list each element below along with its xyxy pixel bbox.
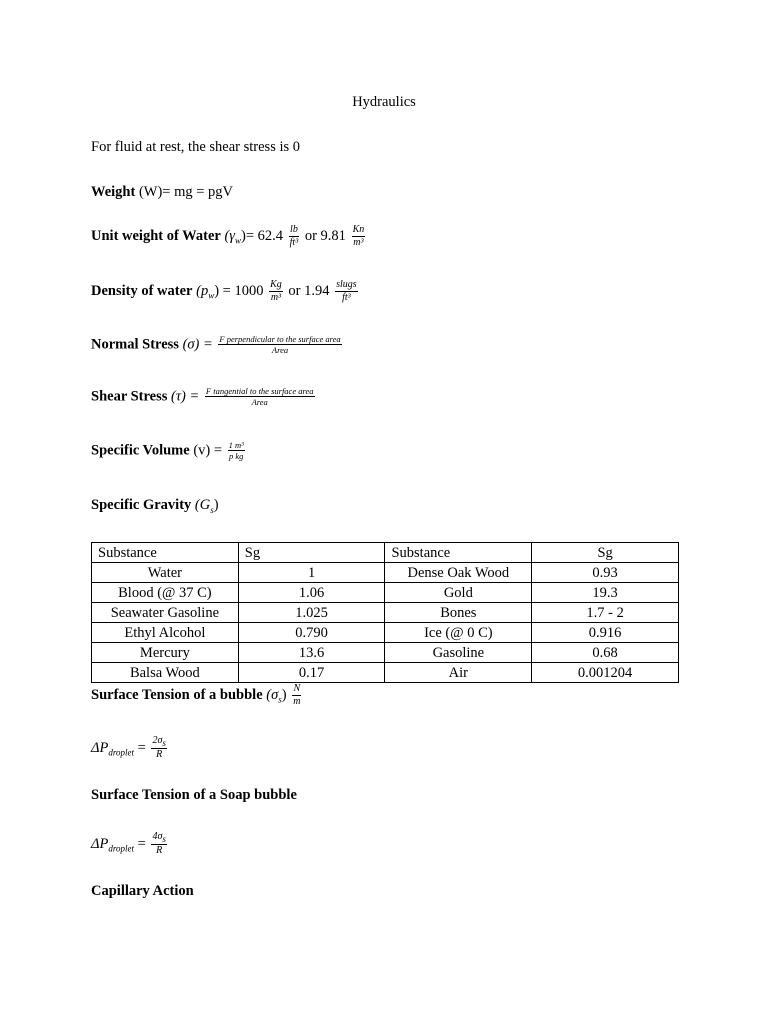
frac-num: slugs (336, 279, 357, 290)
header-substance-1: Substance (92, 543, 239, 563)
frac-den: p kg (228, 450, 244, 461)
delta-p-fraction-2 (151, 832, 166, 857)
header-sg-2: Sg (532, 543, 679, 563)
density-label: Density of water (91, 282, 193, 299)
specific-volume-label: Specific Volume (91, 442, 190, 459)
delta-p-fraction-1 (151, 736, 166, 761)
capillary-action-label: Capillary Action (91, 883, 194, 899)
table-row (92, 663, 679, 683)
table-cell: 0.93 (532, 563, 679, 583)
frac-den: m (293, 695, 301, 707)
surface-tension-sub: s (278, 694, 282, 705)
delta-p-sub: droplet (108, 843, 135, 854)
delta-p-droplet-1 (91, 736, 169, 761)
table-row (92, 623, 679, 643)
density-symbol: (p (196, 282, 209, 299)
shear-stress-fraction (205, 387, 315, 407)
table-cell: Ethyl Alcohol (92, 623, 239, 643)
table-row (92, 643, 679, 663)
specific-gravity-close: ) (213, 497, 219, 513)
table-cell: 19.3 (532, 583, 679, 603)
surface-tension-fraction (292, 684, 301, 707)
soap-bubble-label: Surface Tension of a Soap bubble (91, 787, 297, 803)
table-cell: 0.68 (532, 643, 679, 663)
shear-stress-line (91, 387, 317, 407)
delta-p-symbol: ΔP (91, 835, 109, 852)
delta-p-sub: droplet (108, 747, 135, 758)
normal-stress-symbol: (σ) = (182, 336, 213, 353)
frac-num-main: 2σ (152, 735, 163, 746)
table-cell: Dense Oak Wood (385, 563, 532, 583)
table-row (92, 603, 679, 623)
header-substance-2: Substance (385, 543, 532, 563)
surface-tension-line (91, 684, 303, 707)
density-fraction-2 (335, 280, 358, 303)
table-cell: Air (385, 663, 532, 683)
frac-num: N (293, 683, 301, 694)
specific-volume-fraction (228, 441, 245, 461)
unit-weight-symbol: (γ (224, 227, 235, 244)
unit-weight-fraction-1 (289, 225, 300, 248)
table-cell: Ice (@ 0 C) (385, 623, 532, 643)
weight-line (91, 184, 233, 201)
soap-bubble-line (91, 787, 297, 804)
frac-den: R (151, 748, 166, 761)
delta-p-eq: = (134, 835, 146, 852)
weight-label: Weight (91, 184, 136, 200)
shear-stress-label: Shear Stress (91, 388, 168, 405)
specific-gravity-line (91, 497, 219, 515)
specific-volume-symbol: (v) = (193, 442, 223, 459)
table-cell: Water (92, 563, 239, 583)
table-cell: 0.790 (238, 623, 385, 643)
density-sub: w (208, 290, 215, 301)
frac-num-main: 4σ (152, 831, 163, 842)
table-cell: Gold (385, 583, 532, 603)
table-cell: Mercury (92, 643, 239, 663)
unit-weight-label: Unit weight of Water (91, 227, 221, 244)
frac-den: m³ (270, 291, 282, 303)
frac-num (151, 736, 166, 748)
frac-num: Kg (270, 279, 282, 290)
weight-formula: (W)= mg = pgV (135, 184, 234, 200)
frac-den: Area (205, 396, 315, 407)
density-fraction-1 (269, 280, 283, 303)
frac-num: F perpendicular to the surface area (219, 334, 341, 344)
unit-weight-eq: )= 62.4 (241, 227, 284, 244)
unit-weight-or: or 9.81 (301, 227, 350, 244)
density-eq: ) = 1000 (214, 282, 264, 299)
frac-den: R (151, 844, 166, 857)
normal-stress-line (91, 335, 344, 355)
table-header-row (92, 543, 679, 563)
table-cell: 1.7 - 2 (532, 603, 679, 623)
table-cell: Seawater Gasoline (92, 603, 239, 623)
table-cell: 1.06 (238, 583, 385, 603)
normal-stress-label: Normal Stress (91, 336, 179, 353)
table-cell: 13.6 (238, 643, 385, 663)
surface-tension-symbol: (σ (266, 686, 279, 703)
surface-tension-close: ) (281, 686, 287, 703)
shear-stress-symbol: (τ) = (171, 388, 200, 405)
frac-den: Area (218, 344, 341, 355)
table-cell: 0.17 (238, 663, 385, 683)
normal-stress-fraction (218, 335, 341, 355)
table-cell: Blood (@ 37 C) (92, 583, 239, 603)
table-cell: 0.916 (532, 623, 679, 643)
frac-num: Kn (352, 224, 365, 235)
frac-num (151, 832, 166, 844)
delta-p-droplet-2 (91, 832, 169, 857)
table-cell: 1 (238, 563, 385, 583)
table-cell: 0.001204 (532, 663, 679, 683)
table-cell: Gasoline (385, 643, 532, 663)
unit-weight-line (91, 225, 367, 248)
specific-volume-line (91, 441, 247, 461)
table-body (92, 543, 679, 683)
specific-gravity-sub: s (210, 504, 214, 515)
delta-p-eq: = (134, 739, 146, 756)
delta-p-symbol: ΔP (91, 739, 109, 756)
specific-gravity-table (91, 542, 679, 683)
frac-num-sub: s (162, 834, 166, 844)
unit-weight-sub: w (235, 235, 242, 246)
frac-den: ft³ (335, 291, 358, 304)
frac-num: 1 m³ (228, 440, 244, 450)
density-line (91, 280, 360, 303)
table-row (92, 563, 679, 583)
header-sg-1: Sg (238, 543, 385, 563)
surface-tension-label: Surface Tension of a bubble (91, 686, 263, 703)
page-title: Hydraulics (352, 94, 416, 110)
frac-num: lb (290, 224, 298, 235)
frac-num: F tangential to the surface area (205, 386, 314, 396)
table-cell: Bones (385, 603, 532, 623)
intro-text: For fluid at rest, the shear stress is 0 (91, 139, 301, 155)
frac-den: ft³ (289, 236, 299, 248)
frac-den: m³ (353, 236, 364, 248)
specific-gravity-symbol: (G (194, 497, 211, 513)
density-or: or 1.94 (284, 282, 334, 299)
unit-weight-fraction-2 (352, 225, 366, 248)
capillary-action-line (91, 883, 194, 900)
table-cell: 1.025 (238, 603, 385, 623)
specific-gravity-label: Specific Gravity (91, 497, 192, 513)
table-row (92, 583, 679, 603)
table-cell: Balsa Wood (92, 663, 239, 683)
frac-num-sub: s (162, 738, 166, 748)
